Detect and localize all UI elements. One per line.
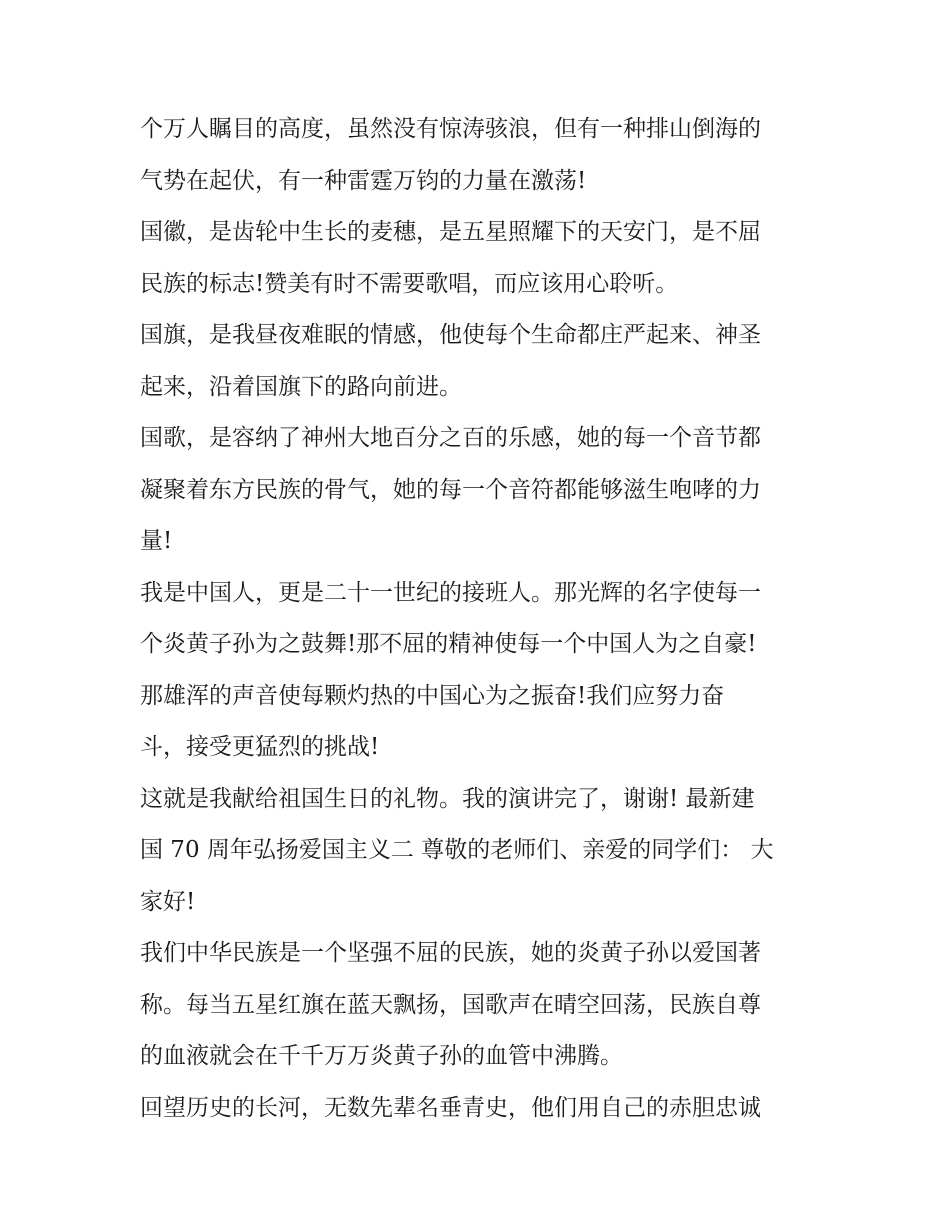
text-line: 个炎黄子孙为之鼓舞!那不屈的精神使每一个中国人为之自豪! bbox=[140, 631, 757, 657]
text-line: 凝聚着东方民族的骨气，她的每一个音符都能够滋生咆哮的力 bbox=[140, 476, 761, 503]
text-line: 起来，沿着国旗下的路向前进。 bbox=[140, 373, 462, 400]
text-line: 斗，接受更猛烈的挑战! bbox=[140, 734, 380, 760]
text-line: 国旗，是我昼夜难眠的情感，他使每个生命都庄严起来、神圣 bbox=[140, 322, 761, 348]
text-line: 国徽，是齿轮中生长的麦穗，是五星照耀下的天安门，是不屈 bbox=[140, 219, 761, 245]
document-body bbox=[140, 104, 820, 1134]
text-line: 民族的标志!赞美有时不需要歌唱，而应该用心聆听。 bbox=[140, 270, 679, 297]
text-line: 国 70 周年弘扬爱国主义二 尊敬的老师们、亲爱的同学们： 大 bbox=[140, 837, 774, 863]
text-line: 量! bbox=[140, 528, 173, 554]
text-line: 气势在起伏，有一种雷霆万钧的力量在激荡! bbox=[140, 167, 587, 194]
text-line: 我们中华民族是一个坚强不屈的民族，她的炎黄子孙以爱国著 bbox=[140, 940, 761, 966]
text-line: 这就是我献给祖国生日的礼物。我的演讲完了，谢谢! 最新建 bbox=[140, 785, 755, 812]
text-line: 那雄浑的声音使每颗灼热的中国心为之振奋!我们应努力奋 bbox=[140, 682, 725, 709]
text-line: 称。每当五星红旗在蓝天飘扬，国歌声在晴空回荡，民族自尊 bbox=[140, 991, 761, 1018]
text-line: 家好! bbox=[140, 888, 196, 915]
text-line: 国歌，是容纳了神州大地百分之百的乐感，她的每一个音节都 bbox=[140, 425, 761, 451]
text-line: 我是中国人，更是二十一世纪的接班人。那光辉的名字使每一 bbox=[140, 579, 761, 606]
text-line: 回望历史的长河，无数先辈名垂青史，他们用自己的赤胆忠诚 bbox=[140, 1094, 761, 1121]
text-line: 个万人瞩目的高度，虽然没有惊涛骇浪，但有一种排山倒海的 bbox=[140, 116, 761, 142]
text-line: 的血液就会在千千万万炎黄子孙的血管中沸腾。 bbox=[140, 1043, 623, 1069]
